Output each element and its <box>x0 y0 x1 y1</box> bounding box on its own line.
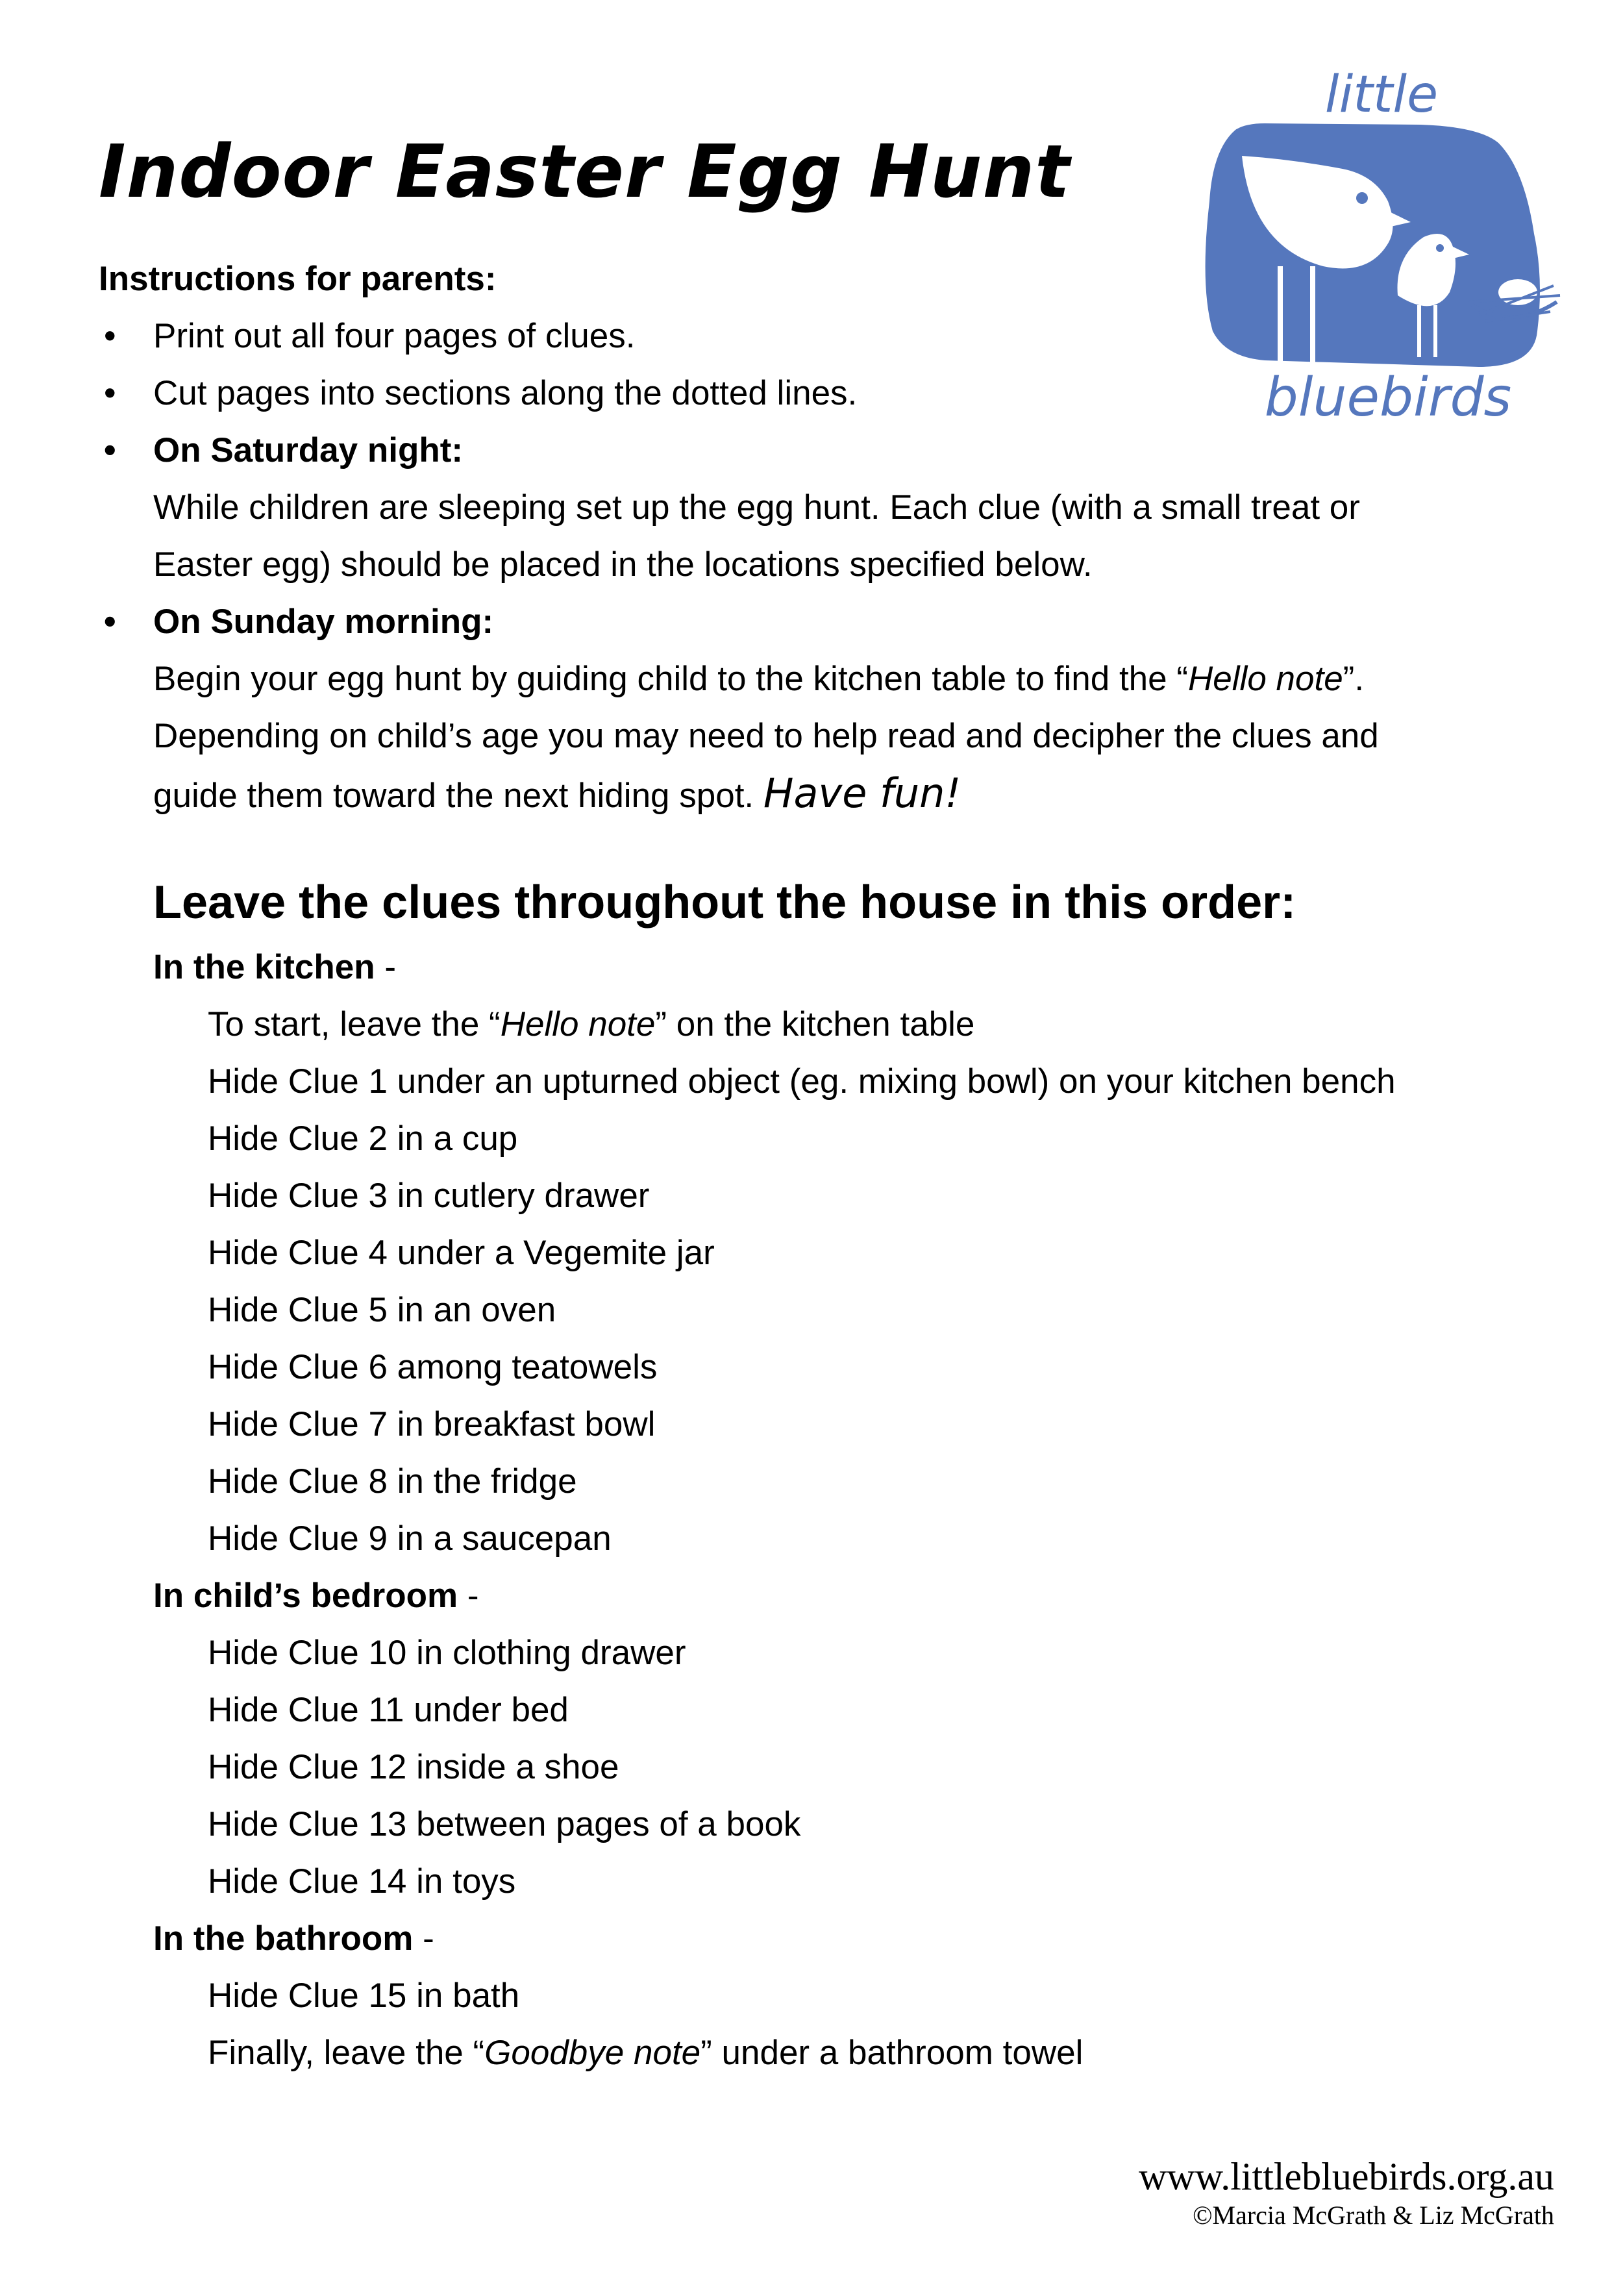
kitchen-start <box>208 1005 974 1044</box>
kitchen-start-b: ” on the kitchen table <box>655 1005 975 1043</box>
list-item: Hide Clue 1 under an upturned object (eg. mixing bowl) on your kitchen bench <box>208 1062 1396 1101</box>
bathroom-label: In the bathroom <box>153 1919 414 1958</box>
hello-note-ref: Hello note <box>1188 660 1343 698</box>
bedroom-label: In child’s bedroom <box>153 1577 458 1615</box>
bedroom-dash: - <box>458 1577 479 1615</box>
kitchen-start-a: To start, leave the “ <box>208 1005 501 1043</box>
sunday-text-1a: Begin your egg hunt by guiding child to the kitchen table to find the “ <box>153 660 1189 698</box>
kitchen-dash: - <box>375 948 396 986</box>
list-item: Hide Clue 7 in breakfast bowl <box>208 1405 656 1443</box>
list-item: Hide Clue 12 inside a shoe <box>208 1748 619 1786</box>
kitchen-label: In the kitchen <box>153 948 375 986</box>
saturday-text-1: While children are sleeping set up the egg hunt. Each clue (with a small treat or <box>153 488 1360 527</box>
list-item: Hide Clue 3 in cutlery drawer <box>208 1177 650 1215</box>
order-heading: Leave the clues throughout the house in this order: <box>153 877 1296 929</box>
sunday-text-1 <box>153 660 1364 699</box>
list-item: Hide Clue 4 under a Vegemite jar <box>208 1234 715 1272</box>
saturday-text-2: Easter egg) should be placed in the locations specified below. <box>153 545 1093 584</box>
hello-note-ref: Hello note <box>500 1005 656 1043</box>
sunday-text-3 <box>153 769 961 817</box>
bathroom-final <box>208 2034 1083 2073</box>
list-item: Hide Clue 9 in a saucepan <box>208 1519 612 1558</box>
sunday-text-2: Depending on child’s age you may need to help read and decipher the clues and <box>153 717 1379 755</box>
list-item: Hide Clue 11 under bed <box>208 1691 569 1729</box>
sunday-text-3a: guide them toward the next hiding spot. <box>153 777 754 815</box>
sunday-label: On Sunday morning: <box>153 603 494 641</box>
instruction-print: Print out all four pages of clues. <box>153 317 636 355</box>
instructions-heading: Instructions for parents: <box>99 260 497 298</box>
bathroom-heading <box>153 1919 434 1958</box>
bullet-dot: • <box>104 431 116 469</box>
instruction-cut: Cut pages into sections along the dotted lines. <box>153 374 858 412</box>
list-item: Hide Clue 14 in toys <box>208 1862 516 1901</box>
bullet-dot: • <box>104 317 116 355</box>
list-item: Hide Clue 10 in clothing drawer <box>208 1634 686 1672</box>
bullet-dot: • <box>104 374 116 412</box>
saturday-label: On Saturday night: <box>153 431 463 469</box>
logo-bottom-word: bluebirds <box>1264 367 1512 429</box>
kitchen-heading <box>153 948 396 987</box>
page-title: Indoor Easter Egg Hunt <box>99 130 1071 214</box>
have-fun: Have fun! <box>763 769 961 817</box>
list-item: Hide Clue 2 in a cup <box>208 1119 518 1158</box>
goodbye-note-ref: Goodbye note <box>484 2034 701 2072</box>
bathroom-final-b: ” under a bathroom towel <box>700 2034 1084 2072</box>
footer-url[interactable]: www.littlebluebirds.org.au <box>1139 2155 1554 2198</box>
list-item: Hide Clue 13 between pages of a book <box>208 1805 801 1843</box>
list-item: Hide Clue 8 in the fridge <box>208 1462 577 1501</box>
bedroom-heading <box>153 1577 479 1616</box>
logo-top-word: little <box>1324 71 1439 124</box>
footer-copyright: ©Marcia McGrath & Liz McGrath <box>1193 2201 1554 2230</box>
list-item: Hide Clue 5 in an oven <box>208 1291 556 1329</box>
bullet-dot: • <box>104 603 116 641</box>
little-bluebirds-logo <box>1174 71 1563 435</box>
sunday-text-1b: ”. <box>1343 660 1365 698</box>
bathroom-dash: - <box>413 1919 434 1958</box>
list-item: Hide Clue 15 in bath <box>208 1977 520 2015</box>
bathroom-final-a: Finally, leave the “ <box>208 2034 485 2072</box>
list-item: Hide Clue 6 among teatowels <box>208 1348 658 1386</box>
